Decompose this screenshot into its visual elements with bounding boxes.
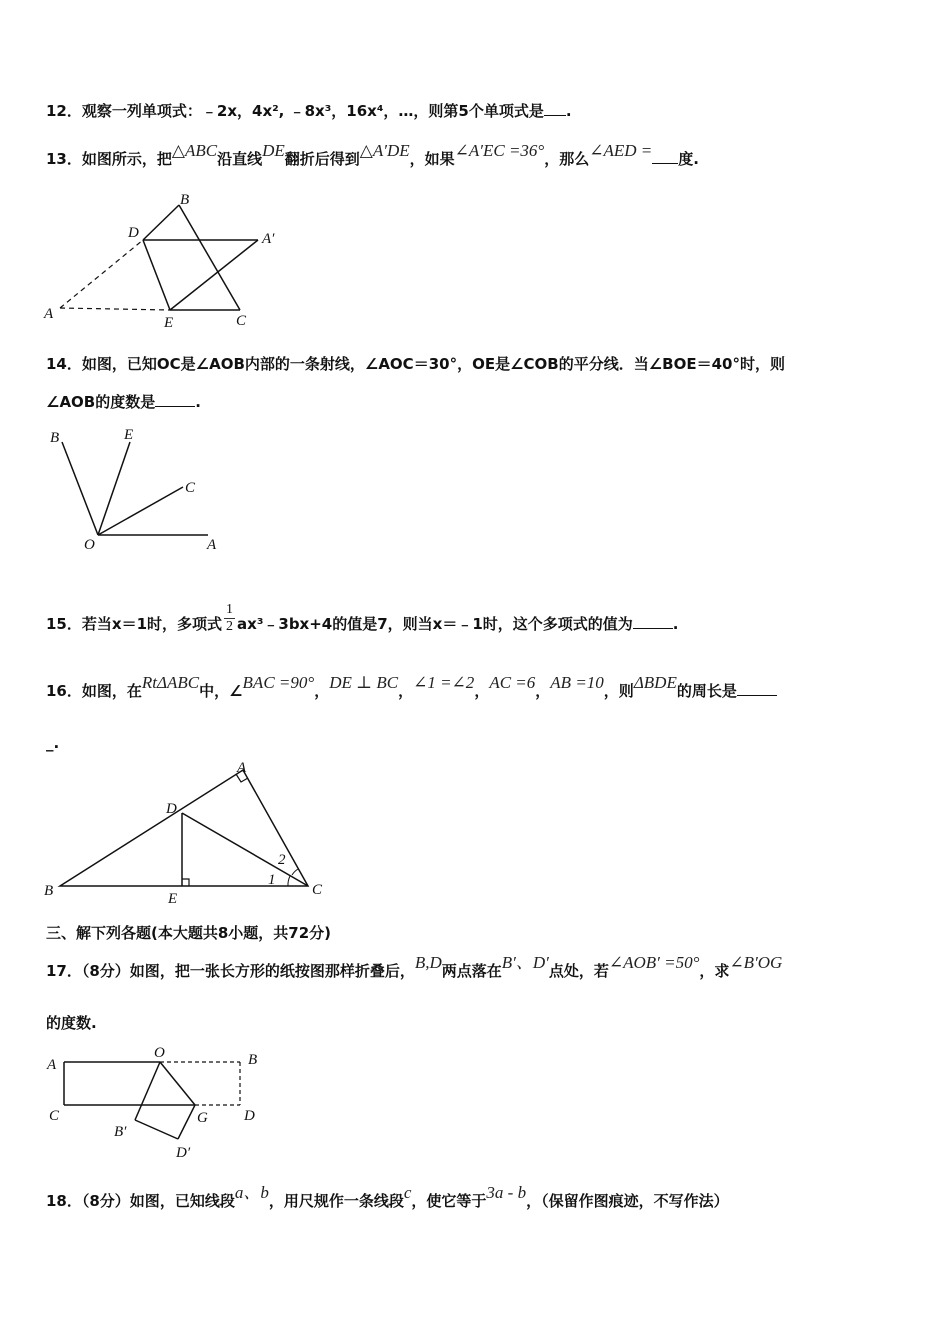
ray-oc — [98, 487, 183, 535]
label-e: E — [168, 891, 178, 903]
question-14: 14．如图，已知OC是∠AOB内部的一条射线，∠AOC＝30°，OE是∠COB的平分线．当∠BOE＝40°时，则 — [46, 355, 785, 373]
label-c: C — [236, 313, 247, 329]
label-a: A — [237, 760, 247, 776]
dashed-ad — [60, 240, 143, 308]
monomial-sequence: ﹣2x，4x², ﹣8x³，16x⁴，…， — [201, 102, 429, 120]
label-b: B — [44, 883, 54, 899]
right-angle-e — [182, 879, 189, 886]
label-a: A — [207, 537, 217, 553]
question-number: 17． — [46, 962, 82, 980]
figure-q17 — [40, 1042, 280, 1167]
edge-d2g — [178, 1105, 195, 1139]
crease-og — [160, 1062, 195, 1105]
label-c: C — [49, 1108, 60, 1124]
label-b: B — [248, 1052, 258, 1068]
label-o: O — [154, 1045, 165, 1061]
label-d: D — [166, 801, 177, 817]
segment-db — [143, 205, 179, 240]
question-13: 13．如图所示，把△ABC沿直线DE翻折后得到△A′DE，如果∠A′EC =36°，那么∠AED = 度. — [46, 141, 699, 168]
ray-ob — [62, 442, 98, 535]
ray-oe — [98, 442, 130, 535]
label-c: C — [312, 882, 323, 898]
answer-blank — [737, 681, 777, 696]
label-d-prime: D′ — [176, 1145, 191, 1161]
label-g: G — [197, 1110, 208, 1126]
question-number: 14． — [46, 355, 82, 373]
label-b: B — [50, 430, 60, 446]
label-b-prime: B′ — [114, 1124, 127, 1140]
answer-blank — [155, 392, 195, 407]
question-18: 18．（8分）如图，已知线段a、b，用尺规作一条线段c，使它等于3a - b，（保留作图痕迹，不写作法） — [46, 1183, 729, 1210]
arc-angle-1 — [288, 876, 290, 886]
label-o: O — [84, 537, 95, 553]
section-heading: 三、解下列各题(本大题共8小题，共72分) — [46, 924, 332, 942]
figure-q16 — [40, 758, 340, 903]
question-17: 17．（8分）如图，把一张长方形的纸按图那样折叠后，B,D两点落在B′、D′点处，若∠AOB′ =50°，求∠B′OG — [46, 953, 783, 980]
question-number: 12． — [46, 102, 82, 120]
triangle-abc — [60, 770, 308, 886]
segment-de — [143, 240, 170, 310]
label-e: E — [164, 315, 174, 331]
question-14-line2: ∠AOB的度数是 . — [46, 393, 201, 411]
label-c: C — [185, 480, 196, 496]
answer-blank — [652, 149, 678, 164]
question-17-line2: 的度数. — [46, 1014, 97, 1032]
fraction-one-half: $\frac{1}{2}$ — [226, 602, 234, 634]
figure-q14 — [40, 422, 240, 557]
label-e: E — [124, 427, 134, 443]
answer-blank — [544, 101, 566, 116]
label-b: B — [180, 192, 190, 208]
question-12: 12．观察一列单项式：﹣2x，4x², ﹣8x³，16x⁴，…，则第5个单项式是 . — [46, 102, 572, 120]
question-number: 13． — [46, 150, 82, 168]
label-d: D — [128, 225, 139, 241]
label-a-prime: A′ — [262, 231, 275, 247]
arc-angle-2 — [292, 869, 298, 875]
answer-blank — [633, 614, 673, 629]
segment-bc — [179, 205, 240, 310]
label-angle-2: 2 — [278, 852, 286, 868]
label-d: D — [244, 1108, 255, 1124]
question-15: 15．若当x＝1时，多项式 $\frac{1}{2}$ ax³﹣3bx+4的值是7，则当x＝﹣1时，这个多项式的值为 . — [46, 602, 679, 634]
label-a: A — [44, 306, 54, 322]
segment-dc — [182, 813, 308, 886]
dashed-ae — [60, 308, 170, 310]
question-number: 18． — [46, 1192, 82, 1210]
question-16-line2: _. — [46, 734, 60, 752]
figure-q13 — [40, 185, 300, 335]
question-16: 16．如图，在RtΔABC中，∠BAC =90°，DE ⊥ BC，∠1 =∠2，AC =6，AB =10，则ΔBDE的周长是 — [46, 680, 777, 702]
question-number: 15． — [46, 615, 82, 633]
question-number: 16． — [46, 682, 82, 700]
edge-ob2 — [135, 1062, 160, 1120]
segment-ea2 — [170, 240, 258, 310]
label-angle-1: 1 — [268, 872, 276, 888]
label-a: A — [47, 1057, 57, 1073]
edge-b2d2 — [135, 1120, 178, 1139]
